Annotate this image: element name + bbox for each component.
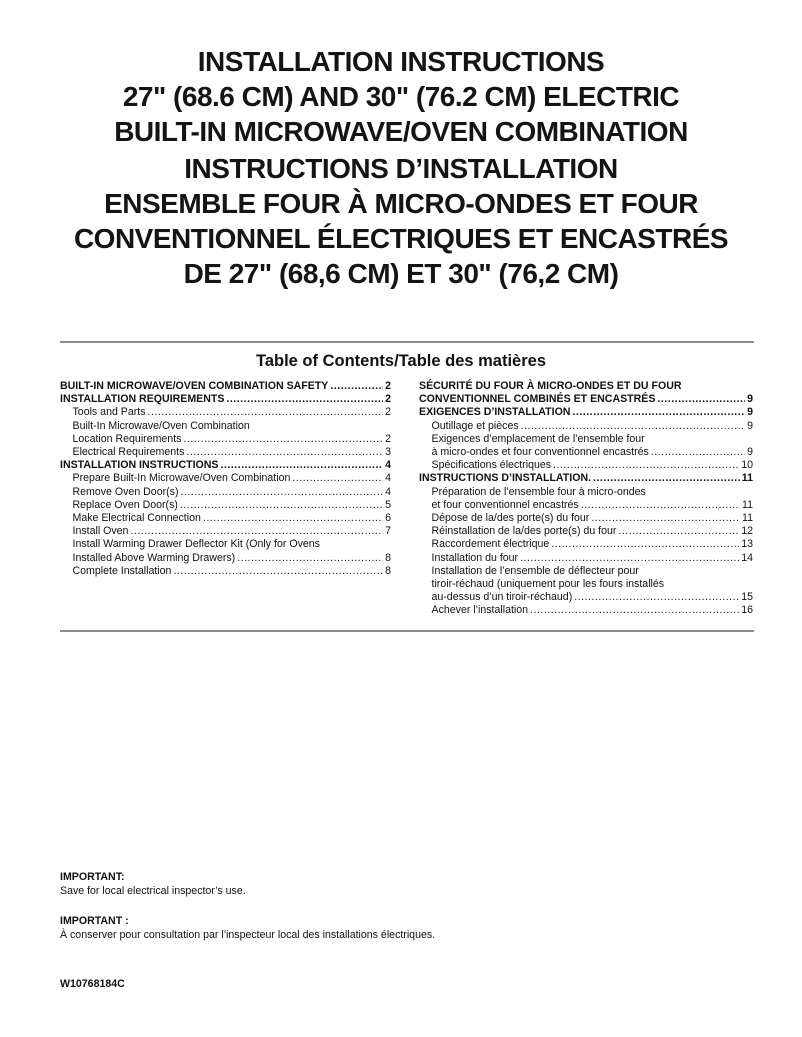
toc-entry[interactable]: au-dessus d’un tiroir-réchaud) ..... 15	[419, 591, 753, 604]
title-french-line-3: CONVENTIONNEL ÉLECTRIQUES ET ENCASTRÉS	[73, 223, 729, 254]
toc-entry-continued[interactable]: SÉCURITÉ DU FOUR À MICRO-ONDES ET DU FOUR	[419, 380, 682, 392]
toc-entry[interactable]: Achever l’installation ..... 16	[419, 604, 753, 617]
title-french-line-4: DE 27" (68,6 CM) ET 30" (76,2 CM)	[183, 258, 619, 289]
toc-top-divider	[60, 341, 754, 343]
toc-entry[interactable]: à micro-ondes et four conventionnel encastrés ..... 9	[419, 446, 753, 459]
toc-entry-continued[interactable]: Built-In Microwave/Oven Combination	[72, 419, 250, 432]
toc-entry[interactable]: Install Oven ..... 7	[60, 525, 391, 538]
toc-column-french	[419, 380, 753, 618]
toc-entry-continued[interactable]: Install Warming Drawer Deflector Kit (Only for Ovens	[72, 538, 320, 551]
document-number: W10768184C	[60, 978, 125, 990]
toc-entry[interactable]: INSTALLATION INSTRUCTIONS ..... 4	[60, 459, 391, 472]
toc-entry[interactable]: CONVENTIONNEL COMBINÉS ET ENCASTRÉS ..... 9	[419, 393, 753, 406]
notice-text: Save for local electrical inspector’s use.	[60, 884, 246, 897]
title-english	[0, 44, 802, 149]
toc-entry[interactable]: Location Requirements ..... 2	[60, 433, 391, 446]
toc-entry[interactable]: INSTRUCTIONS D’INSTALLATION. ..... 11	[419, 472, 753, 485]
toc-column-english	[60, 380, 391, 578]
toc-entry[interactable]: Dépose de la/des porte(s) du four ..... 11	[419, 512, 753, 525]
notice-text: À conserver pour consultation par l’inspecteur local des installations électriques.	[60, 928, 436, 941]
title-french-line-2: ENSEMBLE FOUR À MICRO-ONDES ET FOUR	[104, 188, 698, 219]
toc-entry[interactable]: Tools and Parts ..... 2	[60, 406, 391, 419]
toc-entry[interactable]: Réinstallation de la/des porte(s) du four ..... 12	[419, 525, 753, 538]
toc-entry[interactable]: BUILT-IN MICROWAVE/OVEN COMBINATION SAFETY ..... 2	[60, 380, 391, 393]
toc-entry[interactable]: Installation du four ..... 14	[419, 552, 753, 565]
toc-entry[interactable]: Replace Oven Door(s) ..... 5	[60, 499, 391, 512]
important-notice-english	[60, 871, 246, 898]
toc-entry[interactable]: Raccordement électrique ..... 13	[419, 538, 753, 551]
title-french	[0, 151, 802, 291]
toc-entry-continued[interactable]: Préparation de l’ensemble four à micro-ondes	[431, 485, 646, 498]
toc-entry-continued[interactable]: Exigences d’emplacement de l’ensemble four	[431, 432, 645, 445]
title-french-line-1: INSTRUCTIONS D’INSTALLATION	[184, 153, 618, 184]
title-english-line-3: BUILT-IN MICROWAVE/OVEN COMBINATION	[114, 116, 688, 147]
toc-entry-continued[interactable]: tiroir-réchaud (uniquement pour les fours installés	[431, 578, 665, 591]
toc-entry[interactable]: Prepare Built-In Microwave/Oven Combination ..... 4	[60, 472, 391, 485]
toc-entry[interactable]: et four conventionnel encastrés ..... 11	[419, 499, 753, 512]
toc-entry[interactable]: Remove Oven Door(s) ..... 4	[60, 486, 391, 499]
notice-heading: IMPORTANT :	[60, 915, 129, 927]
toc-entry[interactable]: Outillage et pièces ..... 9	[419, 420, 753, 433]
toc-entry[interactable]: INSTALLATION REQUIREMENTS ..... 2	[60, 393, 391, 406]
toc-bottom-divider	[60, 630, 754, 632]
toc-entry[interactable]: Electrical Requirements ..... 3	[60, 446, 391, 459]
important-notice-french	[60, 915, 435, 942]
toc-heading: Table of Contents/Table des matières	[255, 352, 547, 370]
notice-heading: IMPORTANT:	[60, 871, 125, 883]
toc-entry[interactable]: Spécifications électriques ..... 10	[419, 459, 753, 472]
title-english-line-1: INSTALLATION INSTRUCTIONS	[197, 46, 605, 77]
toc-entry[interactable]: EXIGENCES D’INSTALLATION ..... 9	[419, 406, 753, 419]
toc-entry[interactable]: Make Electrical Connection ..... 6	[60, 512, 391, 525]
title-english-line-2: 27" (68.6 CM) AND 30" (76.2 CM) ELECTRIC	[122, 81, 680, 112]
toc-entry-continued[interactable]: Installation de l’ensemble de déflecteur pour	[431, 564, 639, 577]
toc-entry[interactable]: Complete Installation ..... 8	[60, 565, 391, 578]
toc-entry[interactable]: Installed Above Warming Drawers) ..... 8	[60, 552, 391, 565]
